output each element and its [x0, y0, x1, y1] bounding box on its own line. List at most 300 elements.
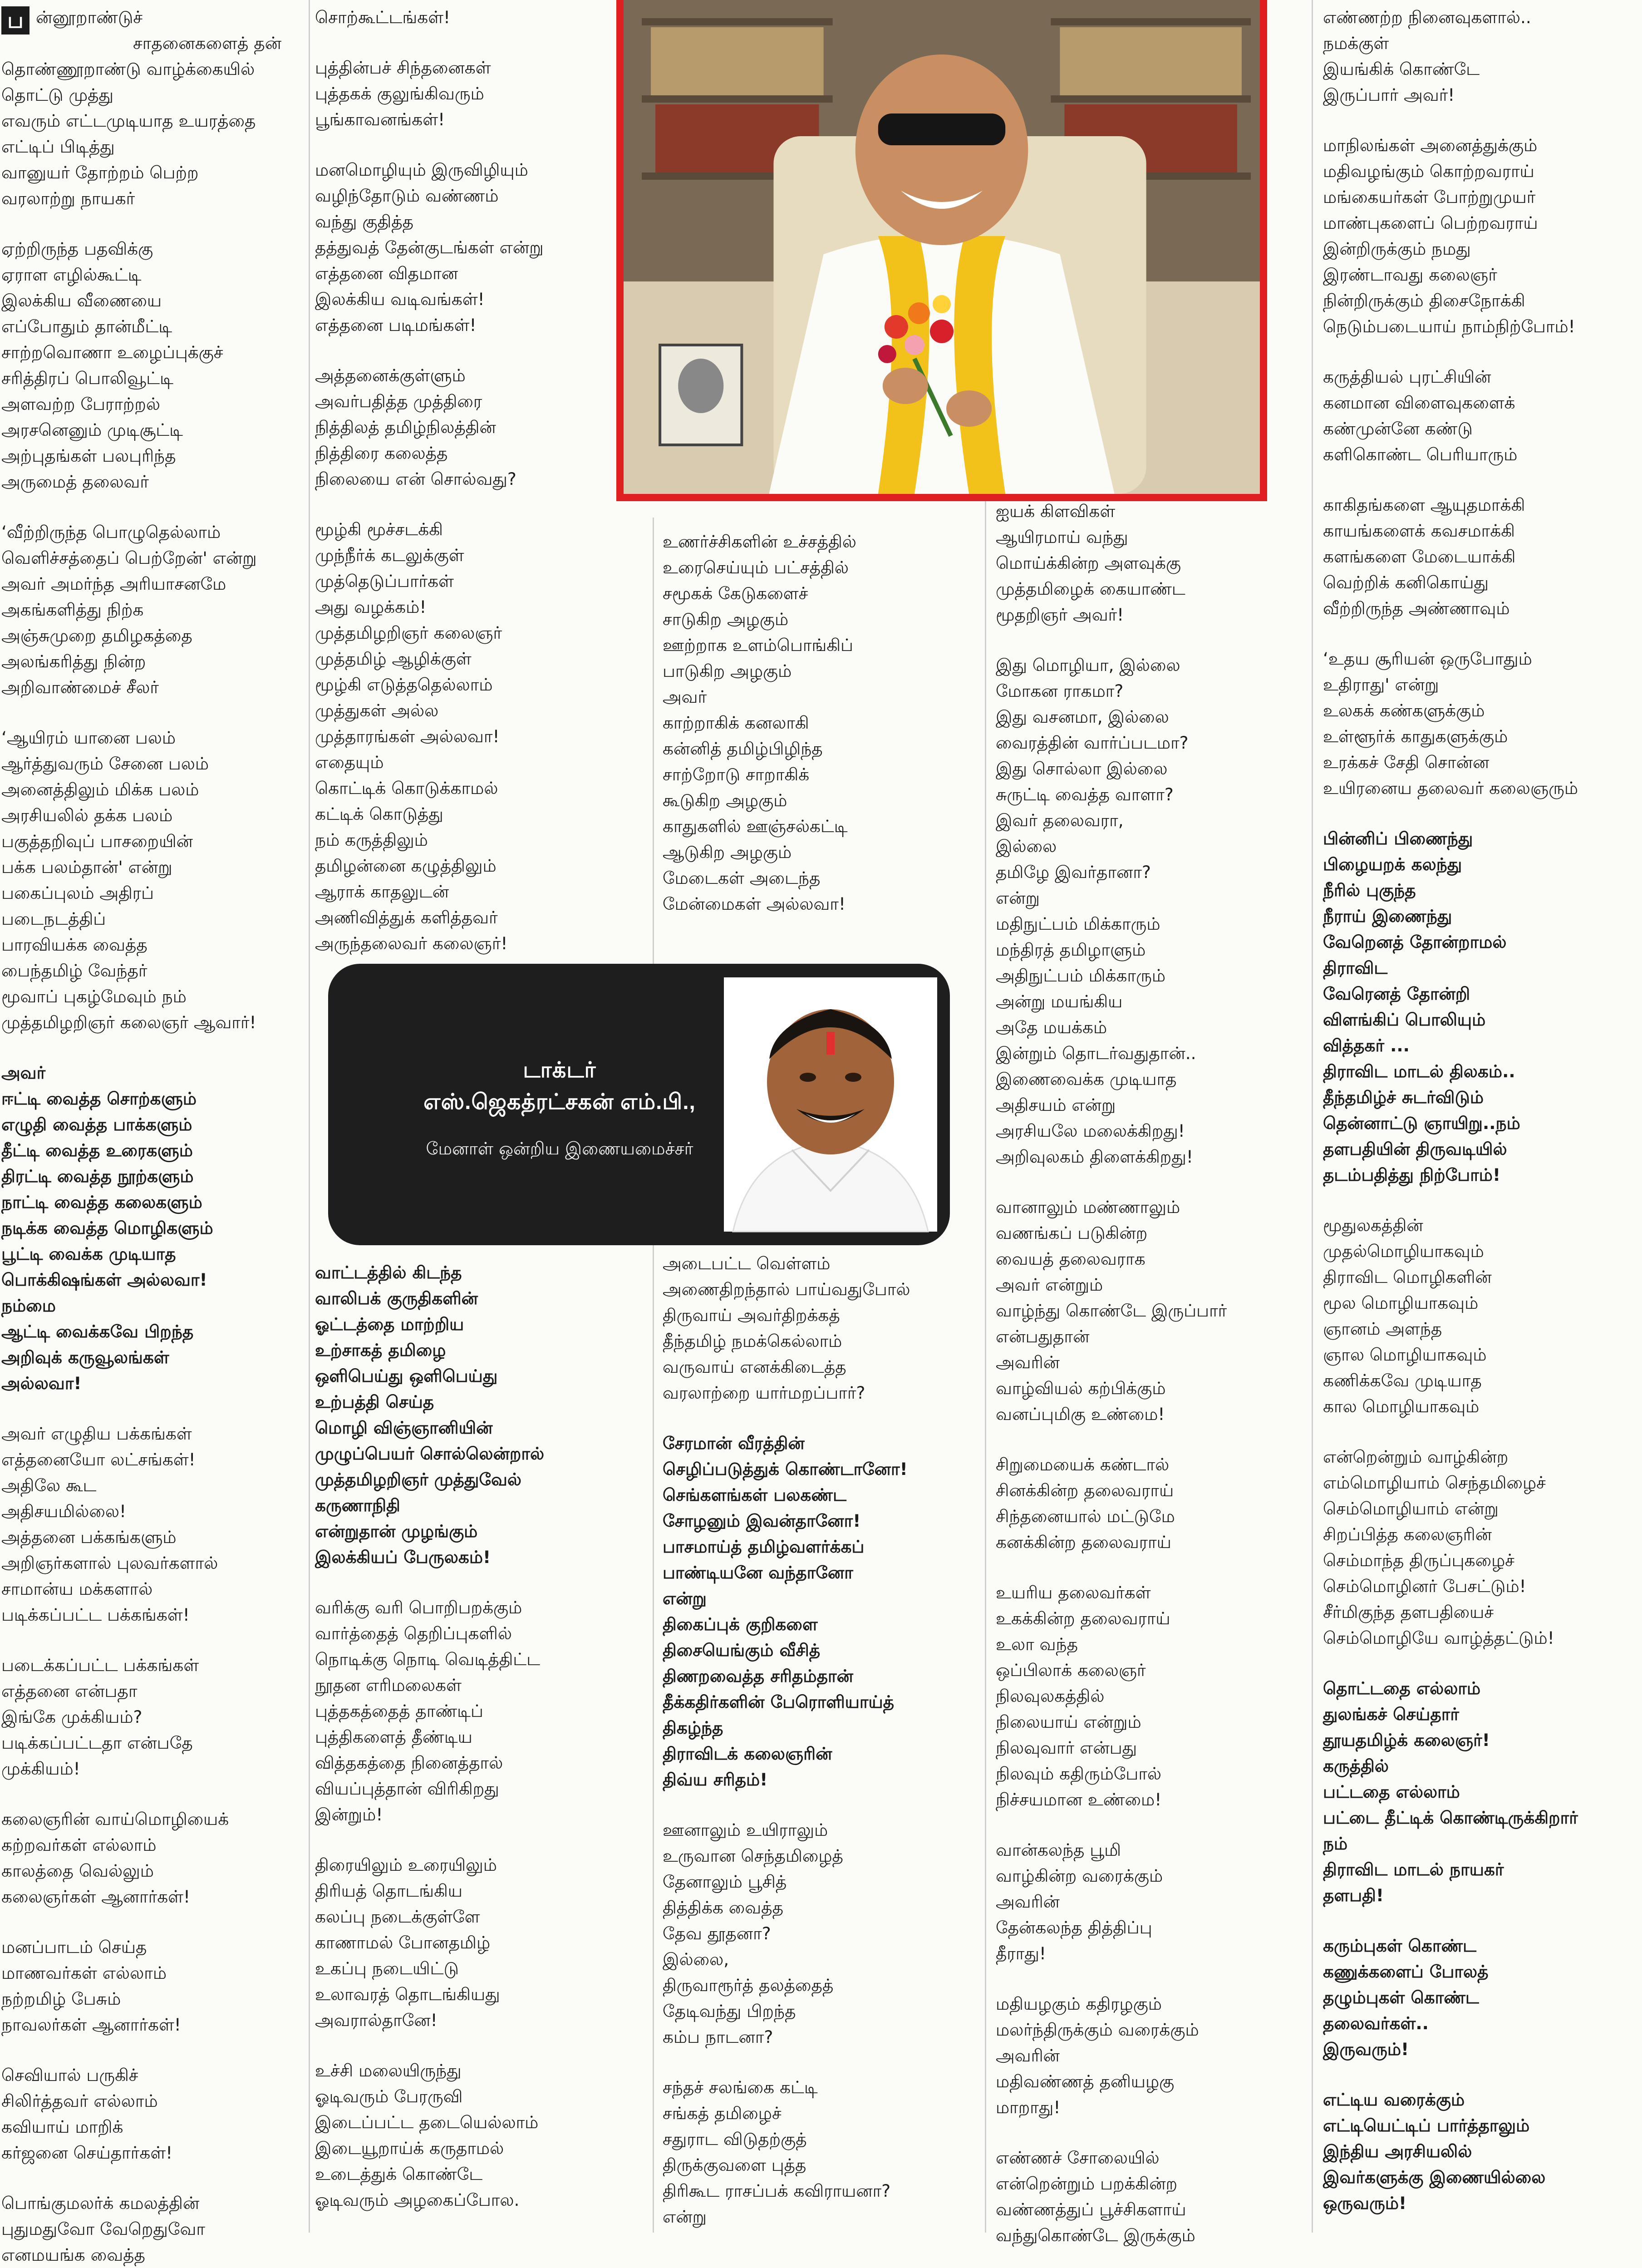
poem-line: திருக்குவளை புத்த: [663, 2155, 806, 2175]
poem-line: தலைவர்கள்..: [1323, 2013, 1429, 2033]
poem-line: தேனாலும் பூசித்: [663, 1872, 787, 1892]
poem-line: வெளிச்சத்தைப் பெற்றேன்' என்று: [1, 548, 257, 568]
poem-line: காணாமல் போனதமிழ்: [315, 1933, 491, 1952]
poem-line: கட்டிக் கொடுத்து: [315, 804, 443, 824]
poem-line: தமிழன்னை கழுத்திலும்: [315, 856, 497, 876]
stanza: [315, 1595, 615, 1828]
poem-line: கருத்தியல் புரட்சியின்: [1323, 367, 1491, 387]
poem-line: எட்டியெட்டிப் பார்த்தாலும்: [1323, 2115, 1530, 2135]
poem-line: பிழையறக் கலந்து: [1323, 854, 1462, 874]
poem-line: மூவாப் புகழ்மேவும் நம்: [1, 986, 187, 1006]
stanza: [1, 1934, 301, 2038]
poem-line: என்றென்றும் பறக்கின்ற: [996, 2174, 1178, 2194]
poem-line: நின்றிருக்கும் திசைநோக்கி: [1323, 291, 1525, 311]
poem-line: நாட்டி வைத்த கலைகளும்: [1, 1192, 202, 1212]
poem-line: தொட்டதை எல்லாம்: [1323, 1678, 1481, 1698]
poem-line: உள்ளூர்க் காதுகளுக்கும்: [1323, 726, 1508, 746]
poem-line: துலங்கச் செய்தார்: [1323, 1704, 1460, 1724]
poem-line: வேரெனத் தோன்றி: [1323, 984, 1470, 1004]
poem-line: பாசமாய்த் தமிழ்வளர்க்கப்: [663, 1537, 865, 1557]
poem-line: காகிதங்களை ஆயுதமாக்கி: [1323, 495, 1525, 515]
poem-line: எட்டிப் பிடித்து: [1, 137, 115, 157]
author-photo-image: [724, 977, 937, 1232]
poem-line: அன்று மயங்கிய: [996, 991, 1123, 1011]
stanza: [1323, 826, 1641, 1188]
poem-line: தடம்பதித்து நிற்போம்!: [1323, 1165, 1501, 1185]
poem-line: ஆராக் காதலுடன்: [315, 882, 449, 902]
poem-line: திரையிலும் உரையிலும்: [315, 1855, 497, 1875]
poem-line: அறிவுலகம் திளைக்கிறது!: [996, 1147, 1193, 1167]
poem-line: இன்றிருக்கும் நமது: [1323, 239, 1471, 259]
stanza: [1, 5, 301, 212]
poem-line: வார்த்தைத் தெறிப்புகளில்: [315, 1623, 512, 1643]
stanza: [663, 1817, 953, 2050]
poem-line: மதியழகும் கதிரழகும்: [996, 1994, 1162, 2014]
stanza: [1323, 2087, 1641, 2216]
poem-line: களங்களை மேடையாக்கி: [1323, 547, 1516, 567]
poem-line: திராவிட: [1323, 958, 1388, 978]
poem-line: இது வசனமா, இல்லை: [996, 707, 1169, 727]
poem-line: பொக்கிஷங்கள் அல்லவா!: [1, 1270, 207, 1290]
poem-line: உயிரனைய தலைவர் கலைஞரும்: [1323, 778, 1578, 798]
article-column-3: [663, 529, 953, 951]
poem-line: உருவான செந்தமிழைத்: [663, 1846, 843, 1866]
poem-line: என்று: [996, 888, 1040, 908]
poem-line: சிந்தனையால் மட்டுமே: [996, 1506, 1175, 1526]
poem-line: நடிக்க வைத்த மொழிகளும்: [1, 1218, 213, 1238]
poem-line: முத்தமிழறிஞர் கலைஞர் ஆவார்!: [1, 1012, 256, 1032]
poem-line: பகைப்புலம் அதிரப்: [1, 883, 154, 903]
poem-line: நாவலர்கள் ஆனார்கள்!: [1, 2015, 181, 2035]
stanza: [315, 157, 615, 338]
author-title-prefix: டாக்டர்: [523, 1058, 596, 1082]
poem-line: உற்பத்தி செய்த: [315, 1392, 434, 1412]
poem-line: சாதனைகளைத் தன்: [133, 33, 282, 53]
poem-line: உலா வந்த: [996, 1634, 1078, 1654]
poem-line: வருவாய் எனக்கிடைத்த: [663, 1357, 846, 1377]
poem-line: பைந்தமிழ் வேந்தர்: [1, 961, 147, 981]
poem-line: இருவரும்!: [1323, 2039, 1409, 2059]
poem-line: திசையெங்கும் வீசித்: [663, 1640, 821, 1660]
poem-line: புத்தின்பச் சிந்தனைகள்: [315, 58, 491, 78]
poem-line: புதுமதுவோ வேறெதுவோ: [1, 2219, 205, 2239]
poem-line: சேரமான் வீரத்தின்: [663, 1433, 805, 1453]
poem-line: இல்லை,: [663, 1949, 729, 1969]
poem-line: கற்றவர்கள் எல்லாம்: [1, 1835, 157, 1855]
poem-line: திராவிடக் கலைஞரின்: [663, 1744, 832, 1764]
poem-line: நூதன எரிமலைகள்: [315, 1675, 462, 1695]
stanza: [1323, 5, 1641, 108]
poem-line: தீராது!: [996, 1943, 1046, 1963]
poem-line: திரட்டி வைத்த நூற்களும்: [1, 1166, 194, 1186]
poem-line: தழும்புகள் கொண்ட: [1323, 1987, 1479, 2007]
stanza: [1, 1806, 301, 1910]
poem-line: பின்னிப் பிணைந்து: [1323, 828, 1473, 848]
poem-line: அதிநுட்பம் மிக்காரும்: [996, 966, 1166, 986]
poem-line: மதிவழங்கும் கொற்றவராய்: [1323, 161, 1534, 181]
poem-line: இருப்பார் அவர்!: [1323, 85, 1455, 105]
stanza: [315, 363, 615, 492]
poem-line: அஞ்சுமுறை தமிழகத்தை: [1, 626, 192, 646]
poem-line: செழிப்படுத்துக் கொண்டானோ!: [663, 1459, 908, 1479]
poem-line: காலத்தை வெல்லும்: [1, 1861, 154, 1881]
poem-line: மாறாது!: [996, 2097, 1061, 2117]
poem-line: கருத்தில்: [1323, 1756, 1389, 1776]
poem-line: மனமொழியும் இருவிழியும்: [315, 160, 528, 180]
stanza: [996, 1580, 1295, 1813]
poem-line: மூல மொழியாகவும்: [1323, 1293, 1479, 1313]
poem-line: உரைசெய்யும் பட்சத்தில்: [663, 557, 849, 577]
column-divider: [1312, 0, 1313, 2233]
poem-line: எத்தனையோ லட்சங்கள்!: [1, 1450, 196, 1469]
poem-line: எத்தனை விதமான: [315, 263, 458, 283]
poem-line: ஓடிவரும் அழகைப்போல.: [315, 2190, 520, 2210]
poem-line: முந்நீர்க் கடலுக்குள்: [315, 545, 464, 565]
poem-line: அணைதிறந்தால் பாய்வதுபோல்: [663, 1279, 910, 1299]
poem-line: தளபதி!: [1323, 1885, 1384, 1905]
poem-line: இயங்கிக் கொண்டே: [1323, 59, 1480, 79]
poem-line: புத்தகத்தைத் தாண்டிப்: [315, 1701, 483, 1721]
poem-line: அவர்பதித்த முத்திரை: [315, 391, 482, 411]
poem-line: அருந்தலைவர் கலைஞர்!: [315, 933, 508, 953]
poem-line: வானுயர் தோற்றம் பெற்ற: [1, 163, 199, 182]
poem-line: வையத் தலைவராக: [996, 1249, 1145, 1269]
poem-line: அதிசயம் என்று: [996, 1095, 1116, 1115]
poem-line: வேறெனத் தோன்றாமல்: [1323, 932, 1507, 952]
poem-line: செம்மாந்த திருப்புகழைச்: [1323, 1550, 1515, 1570]
poem-line: மாண்புகளைப் பெற்றவராய்: [1323, 213, 1538, 233]
poem-line: நெடும்படையாய் நாம்நிற்போம்!: [1323, 316, 1575, 336]
poem-line: ஐயக் கிளவிகள்: [996, 501, 1116, 521]
poem-line: திகழ்ந்த: [663, 1718, 723, 1738]
poem-line: அற்புதங்கள் பலபுரிந்த: [1, 446, 176, 466]
poem-line: படைக்கப்பட்ட பக்கங்கள்: [1, 1655, 199, 1675]
poem-line: தீட்டி வைத்த உரைகளும்: [1, 1140, 193, 1160]
poem-line: புத்திகளைத் தீண்டிய: [315, 1727, 472, 1747]
poem-line: மேடைகள் அடைந்த: [663, 868, 821, 888]
poem-line: முத்தமிழறிஞர் கலைஞர்: [315, 623, 502, 643]
poem-line: இலக்கிய வடிவங்கள்!: [315, 289, 485, 309]
stanza: [1323, 646, 1641, 801]
poem-line: ஓடிவரும் பேரருவி: [315, 2086, 463, 2106]
poem-line: இடைப்பட்ட தடையெல்லாம்: [315, 2112, 539, 2132]
article-column-3-lower: [663, 1251, 953, 2231]
poem-line: அணிவித்துக் களித்தவர்: [315, 907, 498, 927]
poem-line: முத்தமிழைக் கையாண்ட: [996, 579, 1185, 599]
poem-line: கண்முன்னே கண்டு: [1323, 419, 1473, 439]
poem-line: அது வழக்கம்!: [315, 597, 427, 617]
drop-cap: ப: [1, 6, 29, 35]
poem-line: இரண்டாவது கலைஞர்: [1323, 265, 1497, 285]
article-column-2-lower: [315, 1260, 615, 2231]
stanza: [1, 519, 301, 700]
poem-line: தளபதியின் திருவடியில்: [1323, 1139, 1507, 1159]
poem-line: உச்சி மலையிருந்து: [315, 2061, 462, 2081]
stanza: [1323, 492, 1641, 621]
poem-line: என்று: [663, 1588, 707, 1608]
poem-line: பட்டதை எல்லாம்: [1323, 1782, 1460, 1802]
poem-line: வித்தகத்தை நினைத்தால்: [315, 1753, 503, 1773]
poem-line: அரசியலே மலைக்கிறது!: [996, 1121, 1185, 1141]
poem-line: இது மொழியா, இல்லை: [996, 655, 1180, 675]
poem-line: முத்தமிழறிஞர் முத்துவேல்: [315, 1469, 521, 1489]
poem-line: வானாலும் மண்ணாலும்: [996, 1197, 1180, 1217]
poem-line: வந்துகொண்டே இருக்கும்: [996, 2225, 1195, 2245]
stanza: [996, 2145, 1295, 2248]
poem-line: அதே மயக்கம்: [996, 1017, 1107, 1037]
poem-line: தொட்டு முத்து: [1, 85, 114, 105]
poem-line: செவியால் பருகிச்: [1, 2065, 138, 2085]
poem-line: மூதறிஞர் அவர்!: [996, 605, 1124, 625]
poem-line: செம்மொழினர் பேசட்டும்!: [1323, 1576, 1526, 1596]
poem-line: படைநடத்திப்: [1, 909, 106, 929]
poem-line: சோழனும் இவன்தானோ!: [663, 1511, 861, 1531]
poem-line: முத்தமிழ் ஆழிக்குள்: [315, 649, 472, 669]
stanza: [1, 1652, 301, 1782]
poem-line: இன்றும்!: [315, 1805, 383, 1824]
poem-line: உடைத்துக் கொண்டே: [315, 2164, 483, 2184]
poem-line: வீற்றிருந்த அண்ணாவும்: [1323, 598, 1510, 618]
poem-line: சிறப்பித்த கலைஞரின்: [1323, 1524, 1492, 1544]
poem-line: கனக்கின்ற தலைவராய்: [996, 1532, 1171, 1552]
article-column-5: [1323, 5, 1641, 2229]
poem-line: அல்லவா!: [1, 1373, 82, 1393]
poem-line: பாடுகிற அழகும்: [663, 661, 792, 681]
poem-line: சாடுகிற அழகும்: [663, 609, 789, 629]
poem-line: அனைத்திலும் மிக்க பலம்: [1, 779, 199, 799]
poem-line: நம்: [1323, 1834, 1348, 1854]
poem-line: வித்தகர் ...: [1323, 1035, 1410, 1055]
poem-line: சமூகக் கேடுகளைச்: [663, 583, 808, 603]
poem-line: உதிராது' என்று: [1323, 675, 1439, 695]
poem-line: ஆடுகிற அழகும்: [663, 842, 792, 862]
poem-line: அத்தனை பக்கங்களும்: [1, 1527, 177, 1547]
poem-line: சிலிர்த்தவர் எல்லாம்: [1, 2091, 158, 2111]
poem-line: சதுராட விடுதற்குத்: [663, 2129, 807, 2149]
poem-line: நீரில் புகுந்த: [1323, 880, 1416, 900]
poem-line: மதிவண்ணத் தனியழகு: [996, 2071, 1175, 2091]
poem-line: சீர்மிகுந்த தளபதியைச்: [1323, 1602, 1494, 1622]
poem-line: எண்ணச் சோலையில்: [996, 2148, 1160, 2168]
poem-line: கலப்பு நடைக்குள்ளே: [315, 1907, 480, 1927]
poem-line: காதுகளில் ஊஞ்சல்கட்டி: [663, 816, 848, 836]
poem-line: சுருட்டி வைத்த வாளா?: [996, 784, 1174, 804]
poem-line: மாநிலங்கள் அனைத்துக்கும்: [1323, 135, 1538, 155]
poem-line: கனமான விளைவுகளைக்: [1323, 393, 1515, 413]
poem-line: சரித்திரப் பொலிவூட்டி: [1, 368, 173, 388]
stanza: [1323, 1933, 1641, 2062]
poem-line: திருவாய் அவர்திறக்கத்: [663, 1305, 840, 1325]
poem-line: சாற்றோடு சாறாகிக்: [663, 764, 810, 784]
poem-line: கொட்டிக் கொடுக்காமல்: [315, 778, 498, 798]
author-name: [355, 1055, 764, 1118]
poem-line: திராவிட மாடல் திலகம்..: [1323, 1061, 1515, 1081]
poem-line: அத்தனைக்குள்ளும்: [315, 365, 466, 385]
poem-line: ஊனாலும் உயிராலும்: [663, 1820, 828, 1840]
poem-line: அதிலே கூட: [1, 1475, 97, 1495]
stanza: [315, 517, 615, 957]
poem-line: அரசனெனும் முடிசூட்டி: [1, 420, 183, 440]
poem-line: எம்மொழியாம் செந்தமிழைச்: [1323, 1473, 1546, 1493]
poem-line: தென்னாட்டு ஞாயிறு..நம்: [1323, 1113, 1520, 1133]
poem-line: தேடிவந்து பிறந்த: [663, 2001, 796, 2021]
poem-line: செங்களங்கள் பலகண்ட: [663, 1485, 846, 1505]
poem-line: அதிசயமில்லை!: [1, 1501, 127, 1521]
poem-line: தத்துவத் தேன்குடங்கள் என்று: [315, 237, 544, 257]
poem-line: என்றுதான் முழங்கும்: [315, 1521, 478, 1541]
poem-line: எதையும்: [315, 752, 384, 772]
poem-line: வனப்புமிகு உண்மை!: [996, 1404, 1165, 1424]
stanza: [315, 1260, 615, 1570]
poem-line: உற்சாகத் தமிழை: [315, 1340, 446, 1360]
poem-line: சினக்கின்ற தலைவராய்: [996, 1480, 1174, 1500]
poem-line: ‘உதய சூரியன் ஒருபோதும்: [1323, 649, 1532, 669]
poem-line: தூயதமிழ்க் கலைஞர்!: [1323, 1730, 1490, 1750]
stanza: [1323, 133, 1641, 340]
poem-line: திகைப்புக் குறிகளை: [663, 1614, 818, 1634]
poem-line: நித்திலத் தமிழ்நிலத்தின்: [315, 417, 496, 437]
article-column-2: [315, 5, 615, 953]
poem-line: கர்ஜனை செய்தார்கள்!: [1, 2143, 173, 2163]
poem-line: தீந்தமிழ்ச் சுடர்விடும்: [1323, 1087, 1484, 1107]
poem-line: வணங்கப் படுகின்ற: [996, 1223, 1148, 1243]
stanza: [996, 498, 1295, 628]
poem-line: அலங்கரித்து நின்ற: [1, 651, 146, 671]
poem-line: ஞானம் அளந்த: [1323, 1319, 1442, 1339]
poem-line: அரசியலில் தக்க பலம்: [1, 805, 173, 825]
poem-line: பாரவியக்க வைத்த: [1, 935, 147, 955]
poem-line: என்றென்றும் வாழ்கின்ற: [1323, 1447, 1509, 1467]
poem-line: சங்கத் தமிழைச்: [663, 2103, 782, 2123]
poem-line: அவர் அமர்ந்த அரியாசனமே: [1, 574, 226, 594]
poem-line: சந்தச் சலங்கை கட்டி: [663, 2077, 818, 2097]
poem-line: பகுத்தறிவுப் பாசறையின்: [1, 831, 193, 851]
poem-line: காயங்களைக் கவசமாக்கி: [1323, 521, 1515, 541]
poem-line: எண்ணற்ற நினைவுகளால்..: [1323, 7, 1531, 27]
poem-line: ஓட்டத்தை மாற்றிய: [315, 1314, 464, 1334]
poem-line: ‘வீற்றிருந்த பொழுதெல்லாம்: [1, 522, 221, 542]
poem-line: பூட்டி வைக்க முடியாத: [1, 1244, 176, 1264]
stanza: [1, 1421, 301, 1628]
poem-line: வண்ணத்துப் பூச்சிகளாய்: [996, 2199, 1186, 2219]
poem-line: மொய்க்கின்ற அளவுக்கு: [996, 553, 1181, 573]
poem-line: வைரத்தின் வார்ப்படமா?: [996, 733, 1189, 753]
poem-line: அறிஞர்களால் புலவர்களால்: [1, 1553, 218, 1573]
poem-line: நிலவுவார் என்பது: [996, 1738, 1137, 1758]
poem-line: மனப்பாடம் செய்த: [1, 1937, 147, 1957]
poem-line: நித்திரை கலைத்த: [315, 443, 448, 463]
poem-line: ஆயிரமாய் வந்து: [996, 527, 1128, 547]
poem-line: உணர்ச்சிகளின் உச்சத்தில்: [663, 532, 857, 552]
poem-line: ன்னூறாண்டுச்: [36, 7, 143, 27]
poem-line: தொண்ணூறாண்டு வாழ்க்கையில்: [1, 59, 255, 79]
poem-line: களிகொண்ட பெரியாரும்: [1323, 444, 1518, 464]
poem-line: எனமயங்க வைத்த: [1, 2245, 145, 2265]
poem-line: அவர் எழுதிய பக்கங்கள்: [1, 1424, 192, 1444]
poem-line: திருவாரூர்த் தலத்தைத்: [663, 1975, 834, 1995]
poem-line: அளவற்ற பேராற்றல்: [1, 394, 161, 414]
poem-line: ஆர்த்துவரும் சேனை பலம்: [1, 754, 209, 774]
poem-line: வரலாற்று நாயகர்: [1, 188, 135, 208]
poem-line: தமிழே இவர்தானா?: [996, 862, 1151, 882]
poem-line: முத்தாரங்கள் அல்லவா!: [315, 726, 500, 746]
poem-line: அடைபட்ட வெள்ளம்: [663, 1253, 831, 1273]
poem-line: அகங்களித்து நிற்க: [1, 600, 144, 620]
poem-line: படிக்கப்பட்ட பக்கங்கள்!: [1, 1605, 190, 1625]
poem-line: கணுக்களைப் போலத்: [1323, 1962, 1489, 1982]
poem-line: இணைவைக்க முடியாத: [996, 1069, 1177, 1089]
poem-line: மோகன ராகமா?: [996, 681, 1124, 701]
stanza: [1323, 1213, 1641, 1420]
poem-line: நம்மை: [1, 1296, 56, 1316]
poem-line: இங்கே முக்கியம்?: [1, 1707, 143, 1727]
poem-line: அவர் என்றும்: [996, 1275, 1103, 1295]
poem-line: சாற்றவொணா உழைப்புக்குச்: [1, 342, 223, 362]
poem-line: புத்தகக் குலுங்கிவரும்: [315, 84, 484, 104]
poem-line: வாழ்கின்ற வரைக்கும்: [996, 1866, 1163, 1886]
poem-line: வழிந்தோடும் வண்ணம்: [315, 186, 499, 206]
poem-line: எவரும் எட்டமுடியாத உயரத்தை: [1, 111, 256, 131]
poem-line: உலாவரத் தொடங்கியது: [315, 1984, 500, 2004]
poem-line: நம் கருத்திலும்: [315, 830, 428, 850]
poem-line: ஏற்றிருந்த பதவிக்கு: [1, 239, 153, 259]
poem-line: என்று: [663, 2207, 707, 2227]
poem-line: நமக்குள்: [1323, 33, 1389, 53]
poem-line: பக்க பலம்தான்' என்று: [1, 857, 172, 877]
poem-line: தீந்தமிழ் நமக்கெல்லாம்: [663, 1331, 842, 1351]
poem-line: இவர் தலைவரா,: [996, 810, 1124, 830]
poem-line: ஏராள எழில்கூட்டி: [1, 265, 142, 285]
poem-line: இலக்கியப் பேருலகம்!: [315, 1547, 491, 1567]
poem-line: அவர்: [1, 1063, 46, 1083]
poem-line: நிலையை என் சொல்வது?: [315, 469, 516, 489]
poem-line: உயரிய தலைவர்கள்: [996, 1583, 1151, 1602]
poem-line: மந்திரத் தமிழாளும்: [996, 940, 1146, 960]
poem-line: மூதுலகத்தின்: [1323, 1215, 1423, 1235]
poem-line: அவர்: [663, 687, 707, 707]
poem-line: மங்கையர்கள் போற்றுமுயர்: [1323, 187, 1536, 207]
poem-line: செம்மொழியே வாழ்த்தட்டும்!: [1323, 1628, 1554, 1648]
stanza: [996, 652, 1295, 1170]
poem-line: எட்டிய வரைக்கும்: [1323, 2090, 1465, 2110]
poem-line: மலர்ந்திருக்கும் வரைக்கும்: [996, 2020, 1199, 2040]
stanza: [315, 5, 615, 30]
poem-line: கலைஞர்கள் ஆனார்கள்!: [1, 1887, 191, 1907]
poem-line: ஆட்டி வைக்கவே பிறந்த: [1, 1321, 194, 1341]
poem-line: அவரின்: [996, 1892, 1060, 1912]
poem-line: படிக்கப்பட்டதா என்பதே: [1, 1733, 193, 1753]
poem-line: அறிவுக் கருவூலங்கள்: [1, 1347, 169, 1367]
column-divider: [985, 499, 986, 2233]
poem-line: திவ்ய சரிதம்!: [663, 1770, 768, 1790]
poem-line: ஒப்பிலாக் கலைஞர்: [996, 1660, 1146, 1680]
poem-line: பூங்காவனங்கள்!: [315, 109, 445, 129]
poem-line: இடையூறாய்க் கருதாமல்: [315, 2138, 504, 2158]
poem-line: தேன்கலந்த தித்திப்பு: [996, 1918, 1152, 1938]
stanza: [1, 725, 301, 1035]
poem-line: சிறுமையைக் கண்டால்: [996, 1454, 1170, 1474]
poem-line: மூழ்கி எடுத்ததெல்லாம்: [315, 675, 493, 695]
poem-line: மாணவர்கள் எல்லாம்: [1, 1963, 167, 1983]
poem-line: எப்போதும் தான்மீட்டி: [1, 316, 172, 336]
poem-line: நிலையாய் என்றும்: [996, 1712, 1141, 1732]
poem-line: கரும்புகள் கொண்ட: [1323, 1936, 1477, 1956]
column-divider: [653, 518, 654, 2233]
poem-line: திணறவைத்த சரிதம்தான்: [663, 1666, 853, 1686]
poem-line: வரலாற்றை யார்மறப்பார்?: [663, 1383, 865, 1403]
poem-line: கலைஞரின் வாய்மொழியைக்: [1, 1809, 229, 1829]
poem-line: முழுப்பெயர் சொல்லென்றால்: [315, 1444, 545, 1464]
